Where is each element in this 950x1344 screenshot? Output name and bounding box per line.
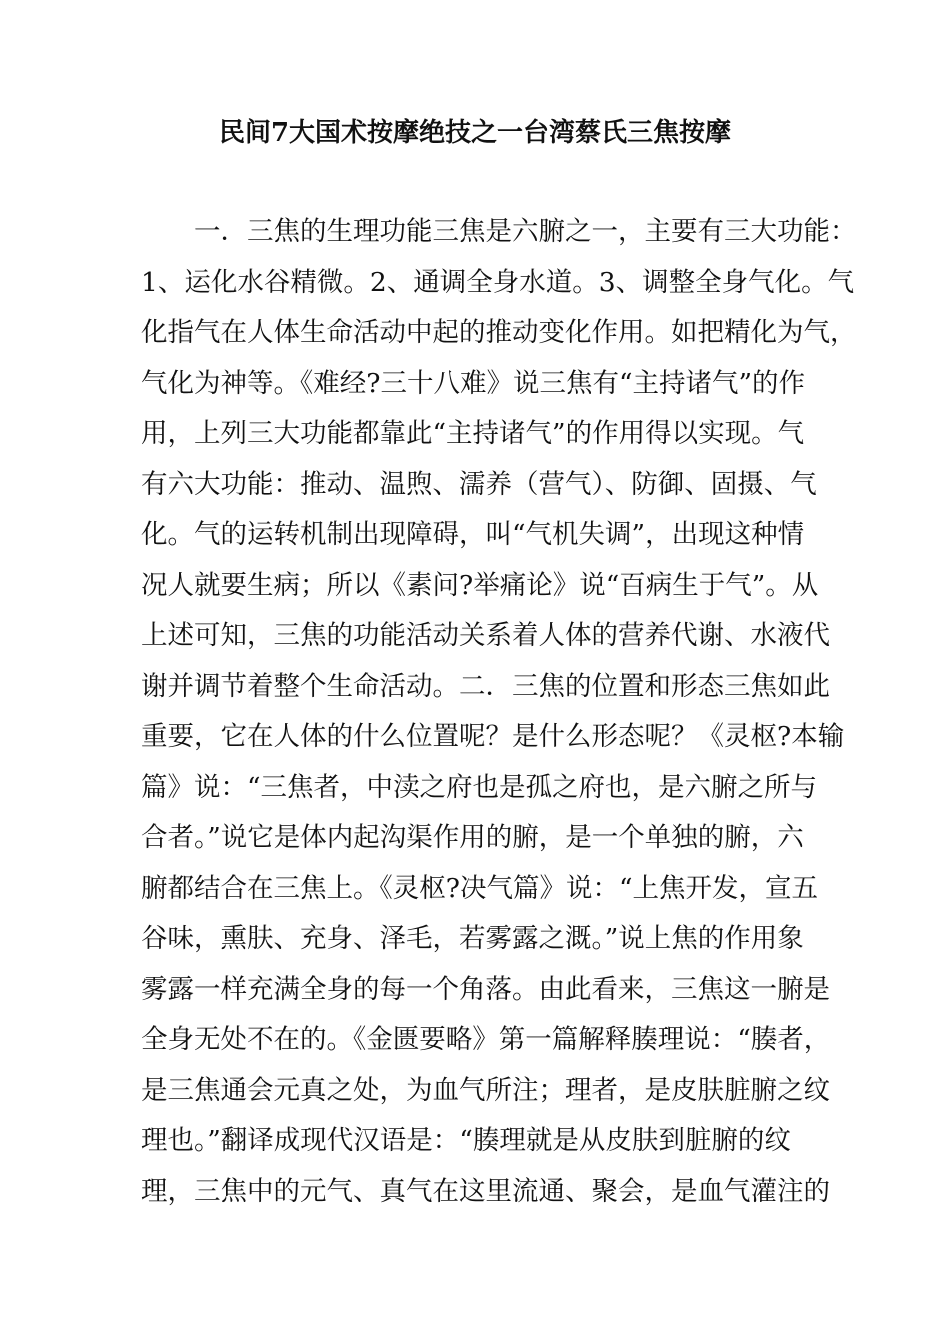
body-line: 腑都结合在三焦上。《灵枢?决气篇》说：“上焦开发，宣五 (141, 872, 819, 904)
body-line: 重要，它在人体的什么位置呢？是什么形态呢？《灵枢?本输 (141, 721, 845, 752)
document-body (141, 207, 857, 1217)
body-line: 有六大功能：推动、温煦、濡养（营气）、防御、固摄、气 (141, 468, 817, 500)
body-line: 合者。”说它是体内起沟渠作用的腑，是一个单独的腑，六 (141, 822, 804, 853)
body-line: 气化为神等。《难经?三十八难》说三焦有“主持诸气”的作 (141, 367, 806, 399)
body-line: 化指气在人体生命活动中起的推动变化作用。如把精化为气， (141, 317, 857, 348)
body-line: 谷味，熏肤、充身、泽毛，若雾露之溉。”说上焦的作用象 (141, 923, 804, 954)
body-line: 是三焦通会元真之处，为血气所注；理者，是皮肤脏腑之纹 (141, 1074, 830, 1106)
body-line: 谢并调节着整个生命活动。二．三焦的位置和形态三焦如此 (141, 670, 830, 702)
body-line: 理也。”翻译成现代汉语是：“腠理就是从皮肤到脏腑的纹 (141, 1125, 791, 1156)
document-title: 民间7大国术按摩绝技之一台湾蔡氏三焦按摩 (218, 118, 732, 148)
body-line: 雾露一样充满全身的每一个角落。由此看来，三焦这一腑是 (141, 973, 830, 1005)
body-line: 上述可知，三焦的功能活动关系着人体的营养代谢、水液代 (141, 620, 830, 651)
body-line: 1、运化水谷精微。2、通调全身水道。3、调整全身气化。气 (141, 266, 855, 298)
body-line: 篇》说：“三焦者，中渎之府也是孤之府也，是六腑之所与 (141, 771, 818, 803)
body-line: 一．三焦的生理功能三焦是六腑之一，主要有三大功能： (194, 216, 857, 247)
body-line: 用，上列三大功能都靠此“主持诸气”的作用得以实现。气 (141, 418, 805, 449)
body-line: 理，三焦中的元气、真气在这里流通、聚会，是血气灌注的 (141, 1175, 830, 1207)
body-line: 况人就要生病；所以《素问?举痛论》说“百病生于气”。从 (141, 569, 819, 601)
body-line: 化。气的运转机制出现障碍，叫“气机失调”，出现这种情 (141, 519, 805, 550)
body-line: 全身无处不在的。《金匮要略》第一篇解释腠理说：“腠者， (141, 1024, 831, 1055)
